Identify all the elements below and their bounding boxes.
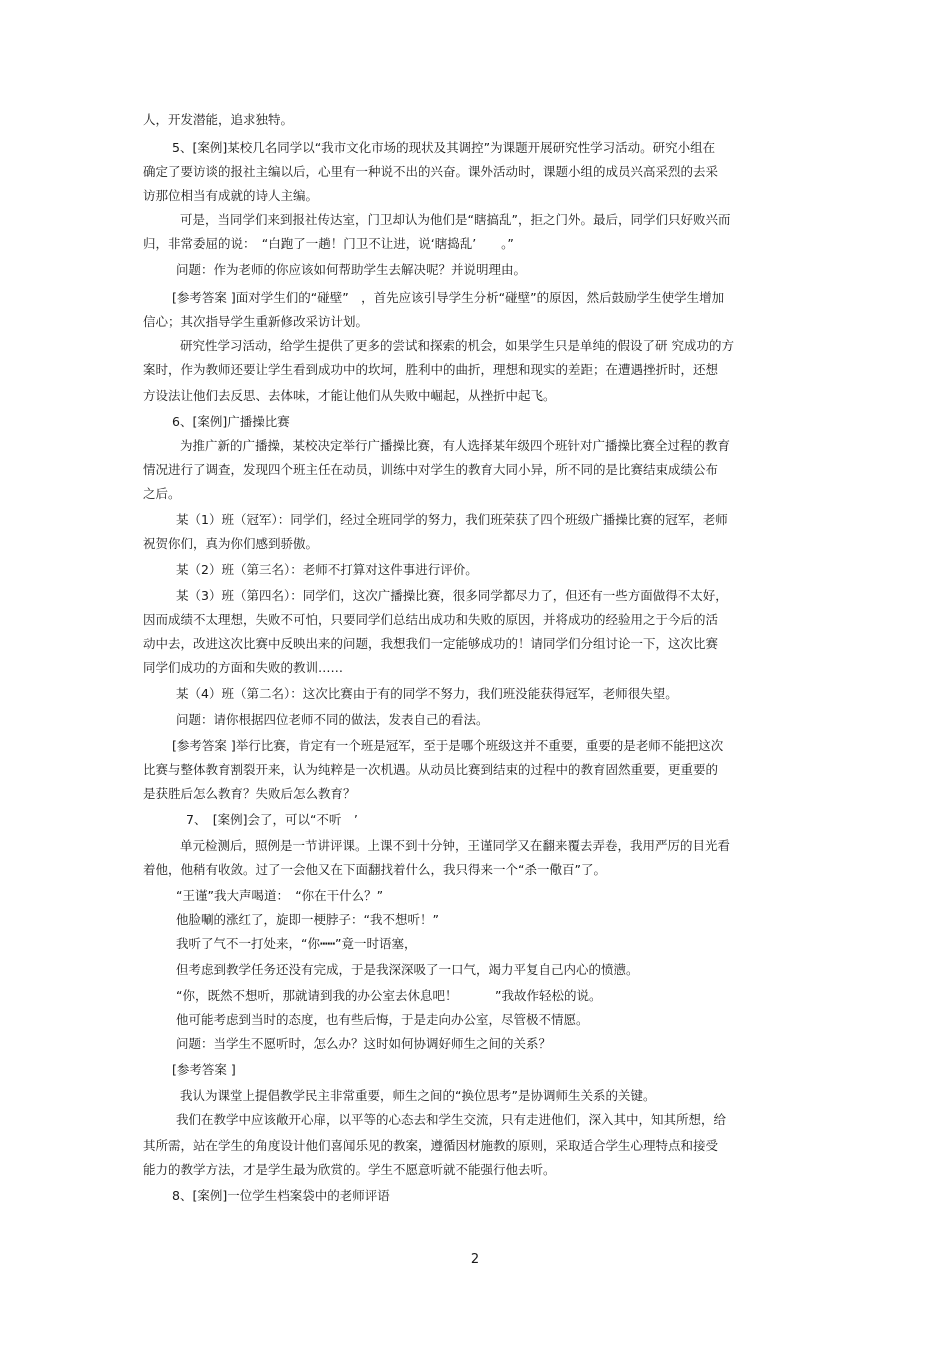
text-line: 8、[案例]一位学生档案袋中的老师评语 bbox=[172, 1188, 390, 1203]
page-number: 2 bbox=[470, 1252, 480, 1267]
text-line: 单元检测后，照例是一节讲评课。上课不到十分钟，王谨同学又在翻来覆去弄卷，我用严厉的目光看 bbox=[180, 838, 731, 853]
text-line: 我听了气不一打处来，“你┅┅”竟一时语塞， bbox=[176, 936, 417, 951]
text-line: 归，非常委屈的说： “白跑了一趟！门卫不让进，说‘瞎捣乱’ 。” bbox=[143, 236, 514, 251]
text-line: “王谨”我大声喝道： “你在干什么？” bbox=[176, 888, 384, 903]
text-line: 人，开发潜能，追求独特。 bbox=[143, 112, 294, 127]
text-line: 6、[案例]广播操比赛 bbox=[172, 414, 290, 429]
text-line: 问题：请你根据四位老师不同的做法，发表自己的看法。 bbox=[176, 712, 489, 727]
text-line: 是获胜后怎么教育？失败后怎么教育？ bbox=[143, 786, 356, 801]
text-line: 能力的教学方法，才是学生最为欣赏的。学生不愿意听就不能强行他去听。 bbox=[143, 1162, 556, 1177]
text-line: 为推广新的广播操，某校决定举行广播操比赛，有人选择某年级四个班针对广播操比赛全过程的教育 bbox=[180, 438, 731, 453]
text-line: 某（1）班（冠军）：同学们，经过全班同学的努力，我们班荣获了四个班级广播操比赛的冠军，老师 bbox=[176, 512, 728, 527]
text-line: 5、[案例]某校几名同学以“我市文化市场的现状及其调控”为课题开展研究性学习活动。研究小组在 bbox=[172, 140, 716, 155]
text-line: 某（4）班（第二名）：这次比赛由于有的同学不努力，我们班没能获得冠军，老师很失望。 bbox=[176, 686, 678, 701]
text-line: 他可能考虑到当时的态度，也有些后悔，于是走向办公室，尽管极不情愿。 bbox=[176, 1012, 589, 1027]
text-line: 因而成绩不太理想，失败不可怕，只要同学们总结出成功和失败的原因，并将成功的经验用之于今后的活 bbox=[143, 612, 719, 627]
text-line: 比赛与整体教育割裂开来，认为纯粹是一次机遇。从动员比赛到结束的过程中的教育固然重要，更重要的 bbox=[143, 762, 719, 777]
text-line: 信心；其次指导学生重新修改采访计划。 bbox=[143, 314, 369, 329]
text-line: 问题：作为老师的你应该如何帮助学生去解决呢？并说明理由。 bbox=[176, 262, 527, 277]
text-line: 着他，他稍有收敛。过了一会他又在下面翻找着什么，我只得来一个“杀一儆百”了。 bbox=[143, 862, 606, 877]
text-line: “你，既然不想听，那就请到我的办公室去休息吧！ ”我故作轻松的说。 bbox=[176, 988, 602, 1003]
text-line: 某（2）班（第三名）：老师不打算对这件事进行评价。 bbox=[176, 562, 478, 577]
text-line: 其所需，站在学生的角度设计他们喜闻乐见的教案，遵循因材施教的原则，采取适合学生心理特点和接受 bbox=[143, 1138, 719, 1153]
text-line: 方设法让他们去反思、去体味，才能让他们从失败中崛起，从挫折中起飞。 bbox=[143, 388, 556, 403]
text-line: [参考答案 ]面对学生们的“碰壁” ，首先应该引导学生分析“碰壁”的原因，然后鼓励学生使学生增加 bbox=[172, 290, 725, 305]
text-line: 某（3）班（第四名）：同学们，这次广播操比赛，很多同学都尽力了，但还有一些方面做得不太好， bbox=[176, 588, 728, 603]
text-line: 案时，作为教师还要让学生看到成功中的坎坷，胜利中的曲折，理想和现实的差距；在遭遇挫折时，还想 bbox=[143, 362, 719, 377]
text-line: 问题：当学生不愿听时，怎么办？这时如何协调好师生之间的关系？ bbox=[176, 1036, 552, 1051]
text-line: [参考答案 ]举行比赛，肯定有一个班是冠军，至于是哪个班级这并不重要，重要的是老师不能把这次 bbox=[172, 738, 724, 753]
text-line: 7、 [案例]会了，可以“不听 ’ bbox=[186, 812, 358, 827]
text-line: [参考答案 ] bbox=[172, 1062, 236, 1077]
text-line: 我认为课堂上提倡教学民主非常重要，师生之间的“换位思考”是协调师生关系的关键。 bbox=[180, 1088, 656, 1103]
text-line: 我们在教学中应该敞开心扉，以平等的心态去和学生交流，只有走进他们，深入其中，知其所想，给 bbox=[176, 1112, 727, 1127]
text-line: 但考虑到教学任务还没有完成，于是我深深吸了一口气，竭力平复自己内心的愤懑。 bbox=[176, 962, 639, 977]
text-line: 祝贺你们，真为你们感到骄傲。 bbox=[143, 536, 319, 551]
text-line: 确定了要访谈的报社主编以后，心里有一种说不出的兴奋。课外活动时，课题小组的成员兴高采烈的去采 bbox=[143, 164, 719, 179]
text-line: 可是，当同学们来到报社传达室，门卫却认为他们是“瞎搞乱”，拒之门外。最后，同学们只好败兴而 bbox=[180, 212, 731, 227]
text-line: 访那位相当有成就的诗人主编。 bbox=[143, 188, 319, 203]
text-line: 他脸唰的涨红了，旋即一梗脖子：“我不想听！” bbox=[176, 912, 439, 927]
text-line: 动中去，改进这次比赛中反映出来的问题，我想我们一定能够成功的！请同学们分组讨论一下，这次比赛 bbox=[143, 636, 719, 651]
text-line: 之后。 bbox=[143, 486, 181, 501]
text-line: 情况进行了调查，发现四个班主任在动员，训练中对学生的教育大同小异，所不同的是比赛结束成绩公布 bbox=[143, 462, 719, 477]
text-line: 研究性学习活动，给学生提供了更多的尝试和探索的机会，如果学生只是单纯的假设了研 究成功的方 bbox=[180, 338, 734, 353]
text-line: 同学们成功的方面和失败的教训…… bbox=[143, 660, 344, 675]
